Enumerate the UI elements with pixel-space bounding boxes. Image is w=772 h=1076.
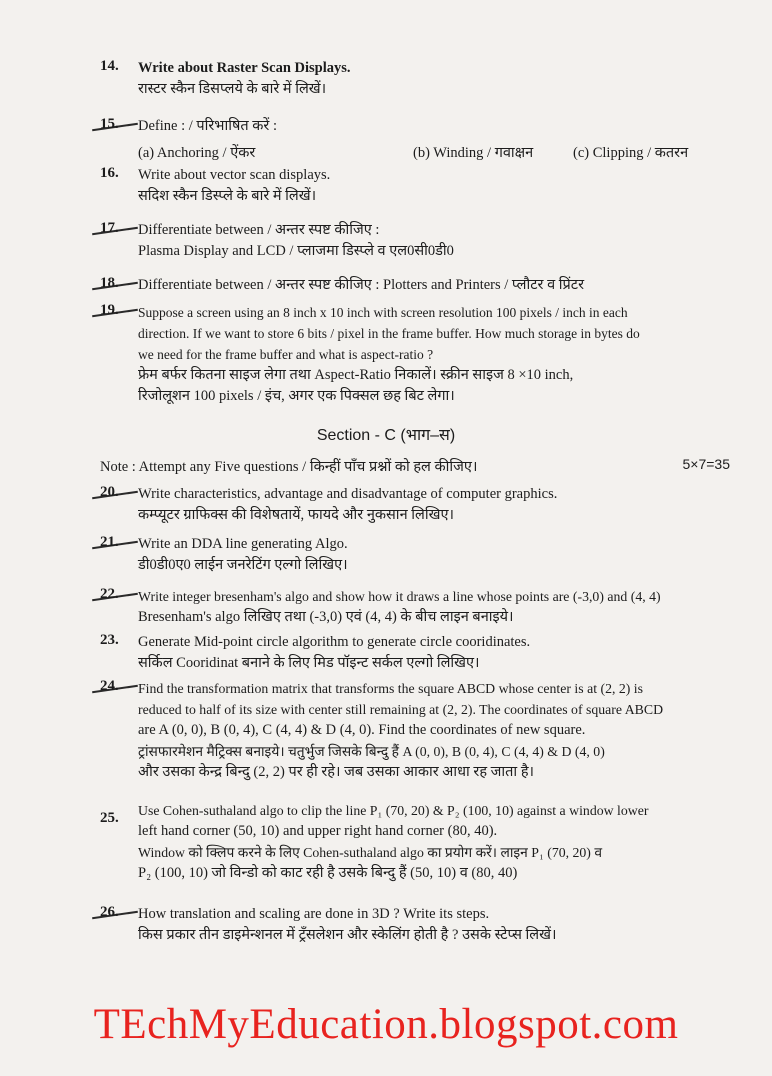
question-text-en: Write about Raster Scan Displays. xyxy=(138,60,351,76)
option-c: (c) Clipping / कतरन xyxy=(573,145,689,161)
question-text-en-3: we need for the frame buffer and what is aspect-ratio ? xyxy=(138,347,434,362)
question-number: 20. xyxy=(100,484,119,500)
question-text-en-2: direction. If we want to store 6 bits / pixel in the frame buffer. How much storage in bytes do xyxy=(138,326,640,341)
question-number: 19. xyxy=(100,302,119,318)
question-text-en: Generate Mid-point circle algorithm to generate circle cooridinates. xyxy=(138,634,531,650)
question-text-hi-2: रिजोलूशन 100 pixels / इंच, अगर एक पिक्सल छह बिट लेगा। xyxy=(138,388,455,404)
question-text-hi-1: ट्रांसफारमेशन मैट्रिक्स बनाइये। चतुर्भुज जिसके बिन्दु हैं A (0, 0), B (0, 4), C (4, 4) & D (4, 0) xyxy=(138,744,605,759)
question-text-hi: किस प्रकार तीन डाइमेन्शनल में ट्रॅंसलेशन और स्केलिंग होती है ? उसके स्टेप्स लिखें। xyxy=(138,927,557,943)
question-text: Differentiate between / अन्तर स्पष्ट कीजिए : Plotters and Printers / प्लौटर व प्रिंटर xyxy=(138,277,585,293)
question-text-hi-2: और उसका केन्द्र बिन्दु (2, 2) पर ही रहे। जब उसका आकार आधा रह जाता है। xyxy=(138,764,535,780)
question-text-en-3: are A (0, 0), B (0, 4), C (4, 4) & D (4, 0). Find the coordinates of new square. xyxy=(138,722,586,738)
question-text-en: Write an DDA line generating Algo. xyxy=(138,536,348,552)
question-text-en: Write characteristics, advantage and disadvantage of computer graphics. xyxy=(138,486,558,502)
section-title: Section - C (भाग–स) xyxy=(316,427,456,444)
question-text-en-2: reduced to half of its size with center still remaining at (2, 2). The coordinates of square ABCD xyxy=(138,702,664,717)
question-text-en-1: Find the transformation matrix that transforms the square ABCD whose center is at (2, 2) is xyxy=(138,681,644,696)
question-number: 16. xyxy=(100,165,119,181)
question-text-hi-1: Window को क्लिप करने के लिए Cohen-suthaland algo का प्रयोग करें। लाइन P₁ (70, 20) व xyxy=(138,845,603,860)
question-text-en: How translation and scaling are done in 3D ? Write its steps. xyxy=(138,906,490,922)
question-text-hi-2: P₂ (100, 10) जो विन्डो को काट रही है उसके बिन्दु हैं (50, 10) व (80, 40) xyxy=(138,865,518,881)
question-text-hi: रास्टर स्कैन डिसप्लये के बारे में लिखें। xyxy=(138,81,327,97)
blog-watermark: TEchMyEducation.blogspot.com xyxy=(93,1001,679,1048)
option-a: (a) Anchoring / ऐंकर xyxy=(138,145,256,161)
question-number: 23. xyxy=(100,632,119,648)
section-note xyxy=(100,456,740,476)
question-number: 25. xyxy=(100,810,119,826)
question-text-en-2: left hand corner (50, 10) and upper right hand corner (80, 40). xyxy=(138,823,498,839)
question-text-en-1: Suppose a screen using an 8 inch x 10 inch with screen resolution 100 pixels / inch in each xyxy=(138,305,628,320)
option-b: (b) Winding / गवाक्षन xyxy=(413,145,534,161)
question-number: 22. xyxy=(100,586,119,602)
marks-label: 5×7=35 xyxy=(682,456,730,472)
question-text-en-1: Use Cohen-suthaland algo to clip the line P₁ (70, 20) & P₂ (100, 10) against a window lower xyxy=(138,803,649,818)
question-text-hi: Plasma Display and LCD / प्लाजमा डिस्प्ले व एल0सी0डी0 xyxy=(138,243,454,259)
question-text-en: Differentiate between / अन्तर स्पष्ट कीजिए : xyxy=(138,222,380,238)
question-number: 26. xyxy=(100,904,119,920)
question-text-hi: सदिश स्कैन डिस्प्ले के बारे में लिखें। xyxy=(138,188,317,204)
question-text-en: Write about vector scan displays. xyxy=(138,167,331,183)
question-text-hi: सर्किल Cooridinat बनाने के लिए मिड पॉइन्ट सर्कल एल्गो लिखिए। xyxy=(138,655,480,671)
question-text-hi: कम्प्यूटर ग्राफिक्स की विशेषतायें, फायदे और नुकसान लिखिए। xyxy=(138,507,454,523)
question-text-hi: Bresenham's algo लिखिए तथा (-3,0) एवं (4, 4) के बीच लाइन बनाइये। xyxy=(138,609,514,625)
question-number: 17. xyxy=(100,220,119,236)
question-number: 15. xyxy=(100,116,119,132)
question-number: 14. xyxy=(100,58,119,74)
question-text-define: Define : / परिभाषित करें : xyxy=(138,118,277,134)
question-text-en: Write integer bresenham's algo and show how it draws a line whose points are (-3,0) and (4, 4) xyxy=(138,589,661,604)
question-number: 24. xyxy=(100,678,119,694)
question-text-hi-1: फ्रेम बर्फर कितना साइज लेगा तथा Aspect-Ratio निकालें। स्क्रीन साइज 8 ×10 inch, xyxy=(138,367,574,383)
question-text-hi: डी0डी0ए0 लाईन जनरेटिंग एल्गो लिखिए। xyxy=(138,557,348,573)
note-text: Note : Attempt any Five questions / किन्हीं पाँच प्रश्नों को हल कीजिए। xyxy=(100,459,478,475)
question-number: 18. xyxy=(100,275,119,291)
question-number: 21. xyxy=(100,534,119,550)
